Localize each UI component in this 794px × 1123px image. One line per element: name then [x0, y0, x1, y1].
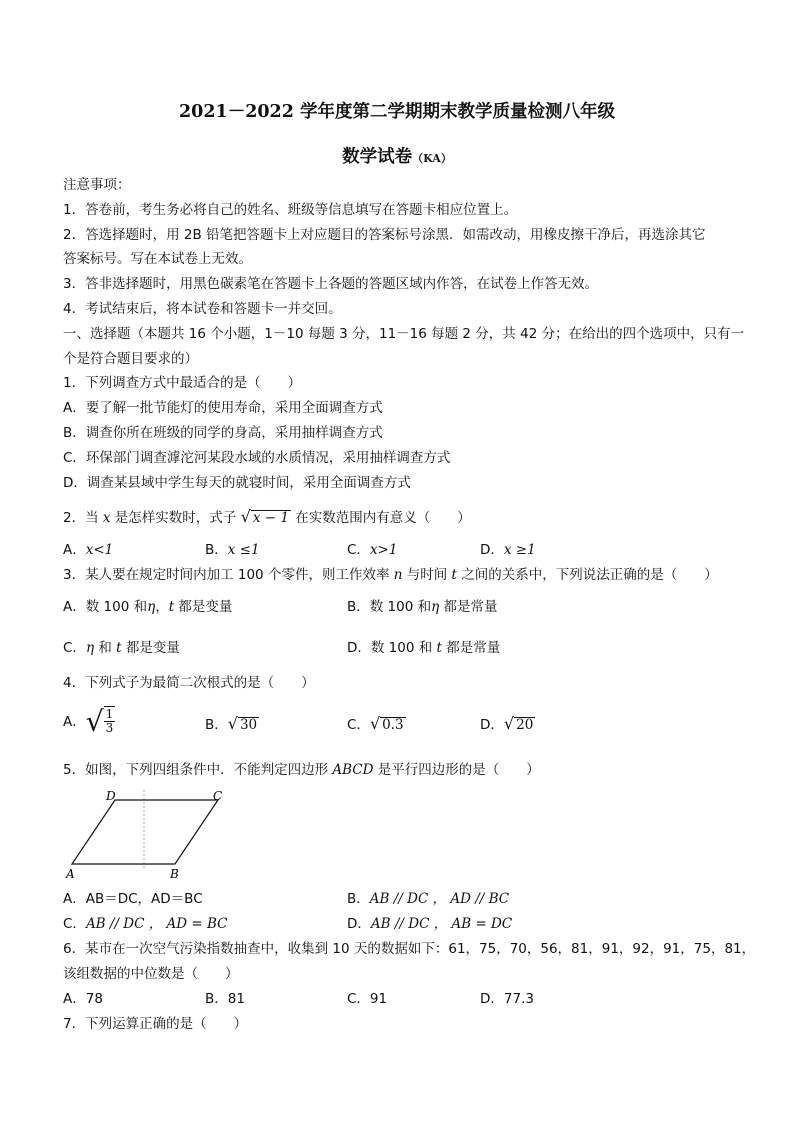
note-4: 4．考试结束后，将本试卷和答题卡一并交回。: [63, 301, 342, 317]
note-2-line-2: 答案标号。写在本试卷上无效。: [63, 251, 252, 267]
q7-stem: 7．下列运算正确的是（ ）: [63, 1016, 248, 1032]
q5-stem: 5．如图，下列四组条件中．不能判定四边形 ABCD 是平行四边形的是（ ）: [63, 762, 540, 778]
q1-option-b: B．调查你所在班级的同学的身高，采用抽样调查方式: [63, 425, 383, 441]
note-2-line-1: 2．答选择题时，用 2B 铅笔把答题卡上对应题目的答案标号涂黑．如需改动，用橡皮擦干净后，再选涂其它: [63, 227, 706, 243]
q6-option-a: A．78: [63, 991, 103, 1007]
section-heading-line-2: 个是符合题目要求的）: [63, 351, 198, 367]
q4-stem: 4．下列式子为最简二次根式的是（ ）: [63, 675, 315, 691]
q2-option-b: B．x ≤1: [205, 542, 260, 558]
q3-stem: 3．某人要在规定时间内加工 100 个零件，则工作效率 n 与时间 t 之间的关系中，下列说法正确的是（ ）: [63, 567, 718, 583]
q6-option-d: D．77.3: [480, 991, 534, 1007]
section-heading-line-1: 一、选择题（本题共 16 个小题，1－10 每题 3 分，11－16 每题 2 分，共 42 分；在给出的四个选项中，只有一: [63, 326, 745, 342]
exam-title: 2021－2022 学年度第二学期期末教学质量检测八年级: [178, 102, 615, 122]
q1-option-a: A．要了解一批节能灯的使用寿命，采用全面调查方式: [63, 400, 383, 416]
q1-option-d: D．调查某县域中学生每天的就寝时间，采用全面调查方式: [63, 475, 411, 491]
sqrt-fraction: √ $\frac{1}{3}$: [85, 705, 114, 738]
q2-option-d: D．x ≥1: [480, 542, 536, 558]
q4-option-a: A． √ $\frac{1}{3}$: [63, 705, 114, 738]
vertex-c-label: C: [213, 789, 223, 803]
q1-option-c: C．环保部门调查滹沱河某段水域的水质情况，采用抽样调查方式: [63, 450, 451, 466]
q6-option-c: C．91: [347, 991, 388, 1007]
vertex-b-label: B: [170, 867, 179, 880]
q5-option-b: B．AB // DC ， AD // BC: [347, 891, 510, 907]
q1-stem: 1．下列调查方式中最适合的是（ ）: [63, 375, 302, 391]
vertex-a-label: A: [66, 867, 75, 880]
q4-option-c: C． √ 0.3: [347, 714, 404, 733]
q2-stem: 2．当 x 是怎样实数时，式子 √ x − 1 在实数范围内有意义（ ）: [63, 507, 471, 526]
q2-option-a: A．x<1: [63, 542, 114, 558]
note-3: 3．答非选择题时，用黑色碳素笔在答题卡上各题的答题区域内作答，在试卷上作答无效。: [63, 276, 599, 292]
q4-option-b: B． √ 30: [205, 714, 258, 733]
q3-option-a: A．数 100 和η，t 都是变量: [63, 599, 233, 615]
q3-option-b: B．数 100 和η 都是常量: [347, 599, 498, 615]
q3-option-c: C．η 和 t 都是变量: [63, 640, 180, 656]
q3-option-d: D．数 100 和 t 都是常量: [347, 640, 501, 656]
parallelogram-figure: [60, 788, 240, 880]
q6-stem-line-2: 该组数据的中位数是（ ）: [63, 966, 239, 982]
q6-stem-line-1: 6．某市在一次空气污染指数抽查中，收集到 10 天的数据如下：61，75，70，56，81，91，92，91，75，81，: [63, 941, 756, 957]
q5-option-a: A．AB＝DC，AD＝BC: [63, 891, 203, 907]
notes-heading: 注意事项：: [63, 177, 131, 193]
vertex-d-label: D: [106, 789, 116, 803]
note-1: 1．答卷前，考生务必将自己的姓名、班级等信息填写在答题卡相应位置上。: [63, 202, 518, 218]
q5-option-c: C．AB // DC ， AD = BC: [63, 916, 228, 932]
exam-subtitle: 数学试卷（KA）: [342, 147, 452, 167]
q5-option-d: D．AB // DC ， AB = DC: [347, 916, 513, 932]
q2-option-c: C．x>1: [347, 542, 398, 558]
q4-option-d: D． √ 20: [480, 714, 534, 733]
sqrt-expression: √ x − 1: [240, 507, 289, 526]
q6-option-b: B．81: [205, 991, 245, 1007]
